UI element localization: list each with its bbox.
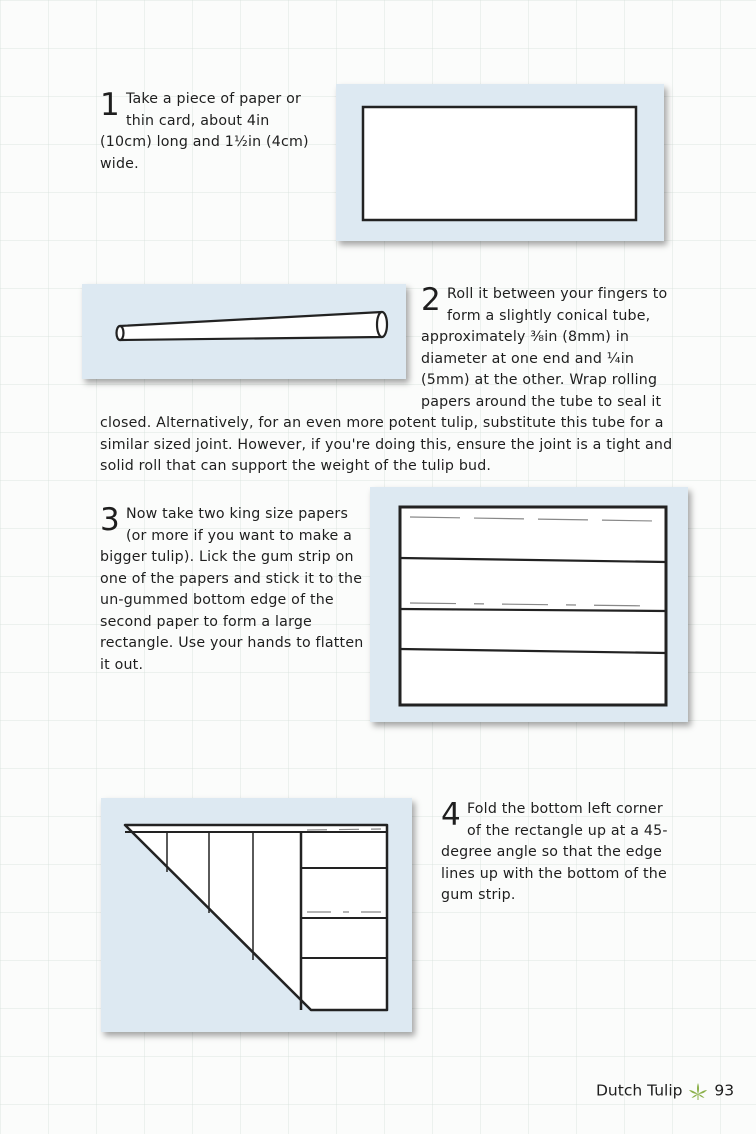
step-4-illustration bbox=[101, 798, 412, 1032]
step-1-body: Take a piece of paper or thin card, about 4in (10cm) long and 1½in (4cm) wide. bbox=[100, 91, 309, 172]
step-3-number: 3 bbox=[100, 502, 120, 538]
step-2-illustration bbox=[82, 284, 406, 379]
step-2-continuation: closed. Alternatively, for an even more potent tulip, substitute this tube for a similar sized joint. However, if you're doing this, ensure the joint is a tight and solid roll that can support the weight of the tulip bud. bbox=[100, 415, 673, 474]
step-3-illustration bbox=[370, 487, 688, 722]
step-1-illustration bbox=[336, 84, 664, 241]
cannabis-leaf-icon bbox=[687, 1081, 709, 1101]
page-number: 93 bbox=[714, 1081, 735, 1100]
footer-title: Dutch Tulip bbox=[596, 1081, 683, 1100]
step-4-body: Fold the bottom left corner of the rectangle up at a 45-degree angle so that the edge lines up with the bottom of the gum strip. bbox=[441, 801, 668, 903]
step-2-body: Roll it between your fingers to form a slightly conical tube, approximately ⅜in (8mm) in diameter at one end and ¼in (5mm) at the other. Wrap rolling papers around the tube to seal it bbox=[421, 286, 668, 410]
step-4-number: 4 bbox=[441, 797, 461, 833]
page-footer bbox=[596, 1080, 734, 1101]
step-2-text bbox=[421, 284, 671, 413]
step-3-text bbox=[100, 504, 372, 676]
step-1-text bbox=[100, 89, 315, 175]
step-2-number: 2 bbox=[421, 282, 441, 318]
step-3-body: Now take two king size papers (or more if you want to make a bigger tulip). Lick the gum strip on one of the papers and stick it to the un-gummed bottom edge of the second paper to form a large rectangle. Use your hands to flatten it out. bbox=[100, 506, 364, 673]
step-1-number: 1 bbox=[100, 87, 120, 123]
step-4-text bbox=[441, 799, 676, 907]
